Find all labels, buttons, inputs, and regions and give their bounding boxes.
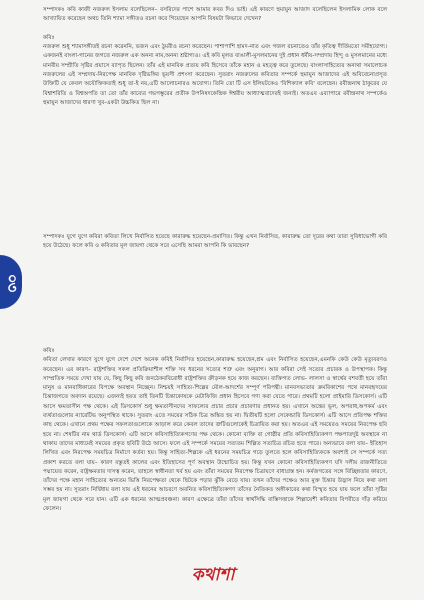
interview-block-3 [43,347,387,524]
magazine-logo: কথাশা [191,565,235,585]
speaker-label: কবিঃ [43,34,55,41]
page-number-tab [0,255,22,309]
interview-block-1 [43,6,387,118]
question-2: সম্পাদকঃ যুগে যুগে কবিরা কবিতা লিখে নির্বাসিত হয়েছে কারারুদ্ধ হয়েছেন-প্রমাণিত। কিন্তু এখন নির্বাসিত, কারারুদ্ধ তো দূরের কথা তারা সুবিধাভোগী কবি হয়ে উঠেছে। ফলে কবি ও কবিতার মূল জায়গা থেকে সরে এসেছি আমরা আপনি কি ভাবছেন? [43,234,387,250]
answer-1: নজরুল শুধু শ্যামাসঙ্গীতই রচনা করেননি, ভজন এবং ঠুমরীও রচনা করেছেন। পাশাপাশি হামদ-নাত এবং গজল রচনাতেও তাঁর কৃতিত্ব দীর্তিমতো সমীহযোগ্য। একজনই বাংলা-গানের জগতে নজরুল এক অনন্য নাম,অনন্য শ্রষ্টাগ্যও। এই কবি মূলত বাঙালী-মুসলমানের দুই প্রধান ধর্মীয়-সম্প্রদায় হিন্দু ও মুসলমানের মধ্যে মানবীয় সম্প্রীতি সৃষ্টির প্রয়াসে ব্যাপৃত ছিলেন। তাঁর এই মানবিক প্রত্যয় কবি হিসেবে তাঁকে মহান ও মহত্ত্ব করে তুলেছে। বাংলাসাহিত্যের অন্যথা সমালোচক নজরুলের এই সম্প্রদায়-নিরপেক্ষ মানবিক দৃষ্টিভঙ্গির ভূয়সী প্রশংসা করেছেন। সুতরাং নজরুলের কবিতার সম্পর্কে হুমায়ুন আজাদের এই অবিবেচনাপ্রসূত উক্তিটি যে কেবল অযৌক্তিকতাই শুধু তা-ই নয়,এটি আলোচনারও অযোগ্য। তিনি তো টি এস ইলিয়টকেও 'বিশিক্যাল কবি' বলেছেন। রবীন্দ্রনাথ ঠাকুরের যে বিশ্বাশরিতি ও বিশ্বঅপতি তা তো তাঁর কাব্যের গভগম্ভুরের প্রতীক উপনিষদকেন্দ্রিক ঈশ্বরীয় আধ্যাত্মবাদেরই জন্যই। অতএব এব্যাপারে রবীন্দ্রনাথ সম্পর্কেও হুমায়ুন আজাদের ধারণা খুব-একটা উচ্চকিত ছিল না। [43,44,387,106]
speaker-label: কবিঃ [43,348,55,354]
question-1: সম্পাদকঃ কবি কাজী নজরুল ইসলাম বলেছিলেন– বসরিদের পাশে আমার কবর দিও ভাই। এই কারণে হুমায়ুন আজাদ বলেছিলেন ইসলামিক লোক বলে আখ্যায়িত করেছেন অথচ তিনি শ্যামা সঙ্গীতও রচনা করে গিয়েছেন আপনি বিষয়টা কিভাবে দেখেন? [43,7,387,23]
answer-2: কবিতা লেখার কারণে যুগে যুগে দেশে দেশে অনেক কবিই নির্বাসিত হয়েছেন,কারারুদ্ধ হয়েছেন,শ্রম এবং নির্বাসিত হয়েছেন,এমনকি কেউ কেউ মৃত্যুবরণও করেছেন। এর কারণ– রাষ্ট্রশক্তির সকল প্রতিক্রিয়াশীল শক্তি সব ধরনের সত্যের শত্রু এবং অনুরাগ। আর কবিরা সেই সত্যের প্রচারক ও উপস্থাপক। কিন্তু সাম্প্রতিক সময়ে দেখা যায় যে, কিছু কিছু কবি জনঠেকববিরোধী রাষ্ট্রশক্তির ক্রীড়নক হয়ে কাজ করছেন। ব্যক্তিগত লোভ- লালসা ও স্বার্থের বশবর্তী হয়ে তাঁরা মানুষ ও মানবাধিকারের বিপক্ষে অবস্থান নিচ্ছেন। নিশ্চয়ই সাহিত্য-শিল্পের মৌল-আদর্শের সম্পূর্ণ পরিপন্থী। মানবসভ্যতার ক্রমবিকাশের পথে মানবহৃদয়ের চিন্তাজগতে অবদান রয়েছে। এজন্যই হয়ত তাই তিনটি চিন্তাকোষকে মেটাফিজি প্রধান হিসেবে গণ্য করা যেতে পারে। প্রথমটি হলো প্রাইমারি ডিসকোর্স। এটি আসে ক্ষমতাসীন পক্ষ থেকে। এই ডিসকোর্স শুধু ক্ষমতাসীনদের সাফল্যের প্রচার প্রচার প্রচারণার প্রধানত হয়। এখানে অন্ত্রের ভূল, অপরাধ,অপকর্ম এবং ব্যর্থতাগুলোর ন্যারেটিভ অনুপস্থিত থাকে। সুতরাং এতে সময়ের সঠিক চিত্র অঙ্কিত হয় না। দ্বিতীয়টি হলো সেকেন্ডারি ডিসকোর্স। এটি আসে প্রতিপক্ষ শক্তির কাছ থেকে। এখানে প্রথম পক্ষের সফলতাগুলোকে আড়াল করে কেবল তাদের ত্রুটিগুলোকেই চিত্রায়িত করা হয়। অতএব এই সময়েরও সময়ের নিরপেক্ষ ছবি হয়ে না। শেষটির নাম থার্ড ডিসকোর্স। এটি আসে কবিসাহিত্যিকগণের পক্ষ থেকে। কোনো ব্যক্তি বা গোষ্ঠীর প্রতি কবিসাহিত্যিকগণ পক্ষপাতদুষ্ট অবস্থানে না থাকায় তাদের মাধ্যমেই সময়ের প্রকৃত ছবিটি উঠে আসে। ফলে এই সম্পর্কে সময়ের সত্যতম শিল্পিত সত্যচিত্র রচিত হতে পারে। অন্যভাবে বলা যায়– ইতিহাস লিখিত এবং নিরপেক্ষ সময়চিত্র নির্মাণে কর্তব্য হয়। কিন্তু সাহিত্য-শিল্পকে এই ধরনের সময়চিত্র গড়ে তুলতে হলে কবিসাহিত্যিককে অবশ্যই সে সম্পর্কে সত্য প্রকাশ করতে বলা যায়– কারণ বস্তুতই কালের এবং ইতিহাসের পূর্ণ অবস্থান উন্মোচিত হয়। কিন্তু যখন কোনো কবিসাহিত্যিকগণ যদি দলীয় রাজনীতিতে পদ্মায়েত করেন, রাষ্ট্রক্ষমতার দাসত্ব করেন, তাহলে স্বাধীনতা খর্ব হয় এবং তাঁরা সময়ের নিরপেক্ষ চিত্রায়ণে বাধাগ্রস্ত হন। কর্মজগতের সঙ্গে বিচ্ছিন্নতার কারণে, তাঁদের পক্ষে মহান সাহিত্যের অন্যতম ভিত্তি নিরপেক্ষতা থেকে ছিটকে পড়ার ঝুঁকি বেড়ে যায়। তখন তাঁদের পক্ষেও আর মুক্ত চিন্তার উদ্ভাস নিয়ে কথা বলা সম্ভব হয় না। সুতরাং নির্দ্বিধায় বলা যায় এই ধরনের আচরণে অবনিত কবিসাহিত্যিকগণ তাঁদের নৈতিকত অঙ্গীকারের কথা বিস্মৃত হয়ে যায় ফলে তাঁরা সৃষ্টির মূল জায়গা থেকে সরে যান। এটি এক ধরনের আত্মপ্রবঞ্চনা। কারণ এক্ষেত্রে তাঁরা তাঁদের স্বার্থসিদ্ধি বাস্তিসত্তাকে শিল্পায়েশী কবিতার বিপরীতে দাঁড় করিয়ে ফেলেন। [43,357,387,513]
interview-block-2 [43,233,387,261]
page-number: ০৩ [3,273,22,291]
